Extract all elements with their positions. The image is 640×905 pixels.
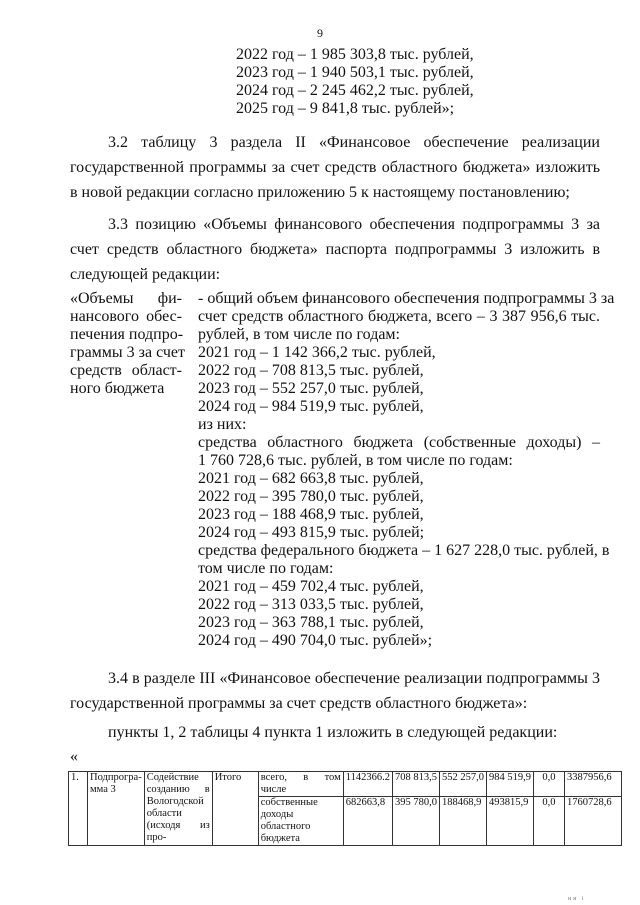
position-value-line: 2024 год – 984 519,9 тыс. рублей,	[198, 398, 424, 415]
position-label-line: нансового обес-	[70, 308, 182, 325]
source-cell: всего, в том числе	[258, 772, 343, 797]
funding-line-2025: 2025 год – 9 841,8 тыс. рублей»;	[236, 100, 455, 117]
position-value-line: 2021 год – 682 663,8 тыс. рублей,	[198, 470, 424, 487]
position-value-line: 2023 год – 188 468,9 тыс. рублей,	[198, 506, 424, 523]
value-2023: 188468,9	[439, 797, 486, 846]
subprogram-cell: Подпрогра-мма 3	[88, 772, 145, 846]
position-label-line: средств област-	[70, 362, 182, 379]
footer-mark: ии і	[568, 896, 586, 902]
position-value-line: 2021 год – 1 142 366,2 тыс. рублей,	[198, 344, 436, 361]
position-value-line: 2021 год – 459 702,4 тыс. рублей,	[198, 578, 424, 595]
value-2024: 493815,9	[486, 797, 533, 846]
position-label-line: «Объемы фи-	[70, 290, 182, 307]
funding-line-2023: 2023 год – 1 940 503,1 тыс. рублей,	[236, 64, 474, 81]
position-value-line: 2022 год – 708 813,5 тыс. рублей,	[198, 362, 424, 379]
paragraph-3-4: 3.4 в разделе III «Финансовое обеспечение реализации подпрограммы 3 государственной программы за счет средств областного бюджета»:	[70, 670, 600, 712]
position-value-line: том числе по годам:	[198, 560, 334, 577]
responsible-cell: Итого	[212, 772, 258, 846]
position-label-line: ного бюджета	[70, 380, 165, 397]
position-value-line: средства федерального бюджета – 1 627 228,0 тыс. рублей, в	[198, 542, 610, 559]
value-2023: 552 257,0	[439, 772, 486, 797]
funding-line-2024: 2024 год – 2 245 462,2 тыс. рублей,	[236, 82, 474, 99]
position-value-line: 2022 год – 395 780,0 тыс. рублей,	[198, 488, 424, 505]
value-total: 1760728,6	[564, 797, 621, 846]
position-value-line: 2023 год – 552 257,0 тыс. рублей,	[198, 380, 424, 397]
value-2021: 682663,8	[343, 797, 392, 846]
position-value-line: 2022 год – 313 033,5 тыс. рублей,	[198, 596, 424, 613]
table-row	[69, 772, 622, 797]
position-label-line: печения подпро-	[70, 326, 184, 343]
position-value-line: 2023 год – 363 788,1 тыс. рублей,	[198, 614, 424, 631]
position-label	[70, 290, 186, 398]
paragraph-3-3: 3.3 позицию «Объемы финансового обеспечения подпрограммы 3 за счет средств областного бюджета» паспорта подпрограммы 3 изложить в следующей редакции:	[70, 216, 600, 283]
position-value-line: 2024 год – 490 704,0 тыс. рублей»;	[198, 632, 433, 649]
funding-line-2022: 2022 год – 1 985 303,8 тыс. рублей,	[236, 46, 474, 63]
value-2022: 395 780,0	[392, 797, 439, 846]
source-cell: собственные доходы областного бюджета	[258, 797, 343, 846]
description-cell: Содействие созданию в Вологодской области (исходя из про-	[144, 772, 212, 846]
value-2025: 0,0	[533, 797, 564, 846]
value-total: 3387956,6	[564, 772, 621, 797]
position-value-line: 1 760 728,6 тыс. рублей, в том числе по годам:	[198, 452, 513, 469]
paragraph-3-2: 3.2 таблицу 3 раздела II «Финансовое обеспечение реализации государственной программы за счет средств областного бюджета» изложить в новой редакции согласно приложению 5 к настоящему постановлению;	[70, 134, 600, 201]
position-value-line: из них:	[198, 416, 247, 433]
value-2024: 984 519,9	[486, 772, 533, 797]
paragraph-items: пункты 1, 2 таблицы 4 пункта 1 изложить в следующей редакции:	[108, 724, 558, 741]
financing-table	[68, 771, 622, 846]
position-value-line: 2024 год – 493 815,9 тыс. рублей;	[198, 524, 425, 541]
quote-mark: «	[70, 748, 78, 765]
row-number: 1.	[69, 772, 88, 846]
value-2022: 708 813,5	[392, 772, 439, 797]
value-2021: 1142366.2	[343, 772, 392, 797]
position-value	[198, 290, 615, 650]
page-number: 9	[317, 26, 323, 40]
position-value-line: счет средств областного бюджета, всего – 3 387 956,6 тыс.	[198, 308, 600, 325]
value-2025: 0,0	[533, 772, 564, 797]
position-value-line: - общий объем финансового обеспечения подпрограммы 3 за	[198, 290, 615, 307]
position-value-line: средства областного бюджета (собственные доходы) –	[198, 434, 600, 451]
position-value-line: рублей, в том числе по годам:	[198, 326, 400, 343]
position-label-line: граммы 3 за счет	[70, 344, 186, 361]
